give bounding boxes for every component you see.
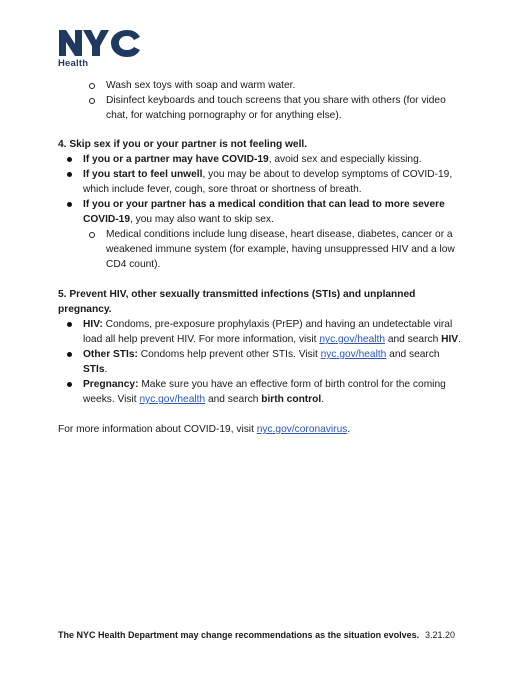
item-text: , you may be about to develop symptoms of COVID-19, which include fever, cough, sore throat or shortness of breath. <box>83 169 453 195</box>
item-text: , avoid sex and especially kissing. <box>268 154 422 165</box>
item-emphasis: If you or your partner has a medical condition that can lead to more severe COVID-19 <box>83 199 445 225</box>
item-label: HIV: <box>83 319 103 330</box>
health-link[interactable]: nyc.gov/health <box>139 394 206 405</box>
punctuation: . <box>458 334 461 345</box>
footer-date: 3.21.20 <box>425 630 456 640</box>
item-emphasis: If you start to feel unwell <box>83 169 203 180</box>
section-4-heading: 4. Skip sex if you or your partner is not feeling well. <box>58 139 308 150</box>
section-5-list <box>58 317 463 407</box>
list-item <box>83 317 463 347</box>
item-text: and search <box>205 394 262 405</box>
health-link[interactable]: nyc.gov/health <box>319 334 386 345</box>
search-term: HIV <box>441 334 459 345</box>
health-wordmark: Health <box>58 58 89 69</box>
more-info-text: For more information about COVID-19, visit <box>58 424 257 435</box>
list-item: Medical conditions include lung disease, heart disease, diabetes, cancer or a weakened immune system (for example, having unsuppressed HIV and a low CD4 count). <box>106 227 463 272</box>
nested-sublist <box>83 227 463 272</box>
item-emphasis: If you or a partner may have COVID-19 <box>83 154 269 165</box>
document-body <box>58 78 463 437</box>
list-item <box>83 167 463 197</box>
item-label: Other STIs: <box>83 349 138 360</box>
item-text: Condoms, pre-exposure prophylaxis (PrEP) and having an undetectable viral load all help prevent HIV. For more information, visit <box>83 319 453 345</box>
more-info-paragraph <box>58 422 463 437</box>
item-text: , you may also want to skip sex. <box>130 214 274 225</box>
section-4-list <box>58 152 463 272</box>
coronavirus-link[interactable]: nyc.gov/coronavirus <box>256 424 348 435</box>
item-text: and search <box>386 349 440 360</box>
list-item: Disinfect keyboards and touch screens that you share with others (for video chat, for watching pornography or for anything else). <box>106 93 463 123</box>
health-link[interactable]: nyc.gov/health <box>320 349 387 360</box>
footer-note: The NYC Health Department may change recommendations as the situation evolves. <box>58 630 420 640</box>
section-5-heading: 5. Prevent HIV, other sexually transmitted infections (STIs) and unplanned pregnancy. <box>58 289 416 315</box>
list-item <box>83 197 463 272</box>
search-term: birth control <box>261 394 322 405</box>
search-term: STIs <box>83 364 105 375</box>
intro-sublist <box>58 78 463 123</box>
item-text: Condoms help prevent other STIs. Visit <box>137 349 321 360</box>
item-label: Pregnancy: <box>83 379 139 390</box>
nyc-logo-mark <box>58 28 142 58</box>
punctuation: . <box>321 394 325 405</box>
punctuation: . <box>104 364 108 375</box>
list-item <box>83 152 463 167</box>
list-item <box>83 377 463 407</box>
item-text: Make sure you have an effective form of birth control for the coming weeks. Visit <box>83 379 446 405</box>
list-item <box>83 347 463 377</box>
item-text: and search <box>385 334 442 345</box>
list-item: Wash sex toys with soap and warm water. <box>106 78 463 93</box>
punctuation: . <box>347 424 351 435</box>
